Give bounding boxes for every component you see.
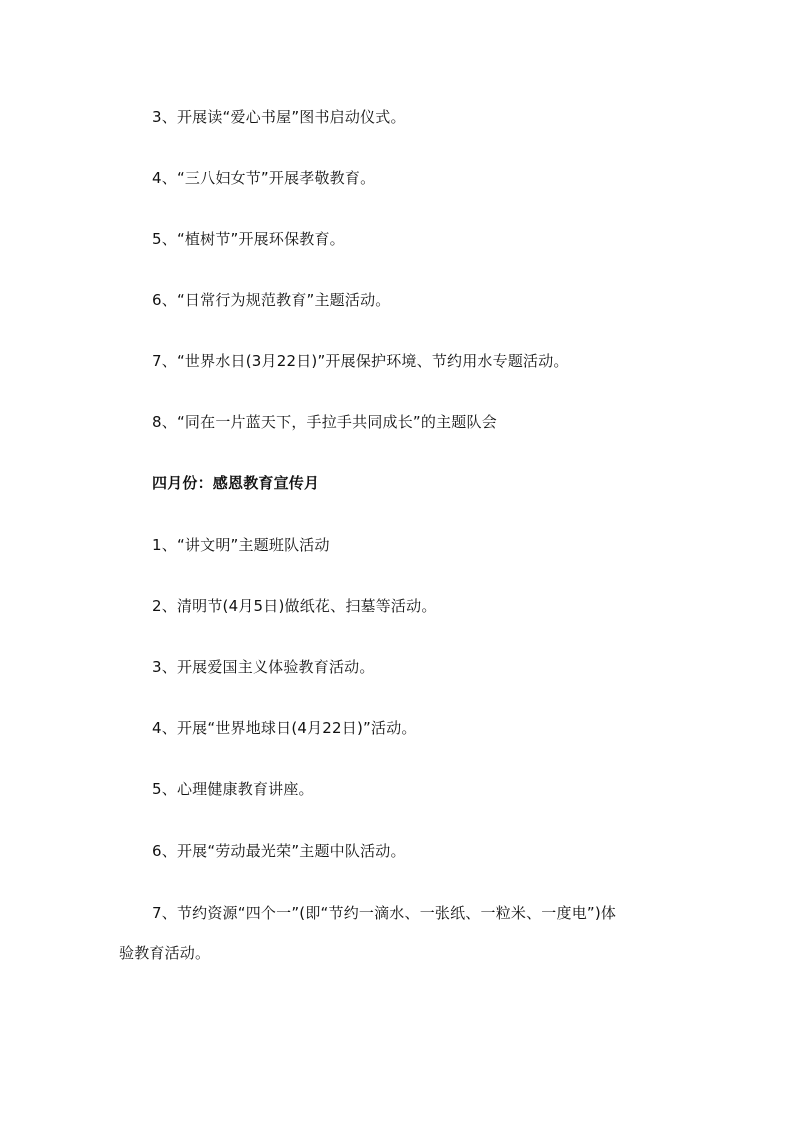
list-item: 3、开展爱国主义体验教育活动。 <box>152 658 375 676</box>
section-heading: 四月份：感恩教育宣传月 <box>152 474 320 492</box>
list-item: 3、开展读“爱心书屋”图书启动仪式。 <box>152 108 406 126</box>
list-item-first-line: 7、节约资源“四个一”(即“节约一滴水、一张纸、一粒米、一度电”)体 <box>152 904 617 922</box>
list-item: 5、心理健康教育讲座。 <box>152 780 314 798</box>
list-item: 4、开展“世界地球日(4月22日)”活动。 <box>152 719 417 737</box>
list-item: 1、“讲文明”主题班队活动 <box>152 536 330 554</box>
list-item: 4、“三八妇女节”开展孝敬教育。 <box>152 169 376 187</box>
list-item-continuation: 验教育活动。 <box>119 944 211 962</box>
list-item: 2、清明节(4月5日)做纸花、扫墓等活动。 <box>152 597 437 615</box>
list-item: 8、“同在一片蓝天下，手拉手共同成长”的主题队会 <box>152 413 497 431</box>
list-item: 5、“植树节”开展环保教育。 <box>152 230 345 248</box>
list-item: 7、“世界水日(3月22日)”开展保护环境、节约用水专题活动。 <box>152 352 569 370</box>
list-item: 6、开展“劳动最光荣”主题中队活动。 <box>152 842 406 860</box>
list-item: 6、“日常行为规范教育”主题活动。 <box>152 291 391 309</box>
